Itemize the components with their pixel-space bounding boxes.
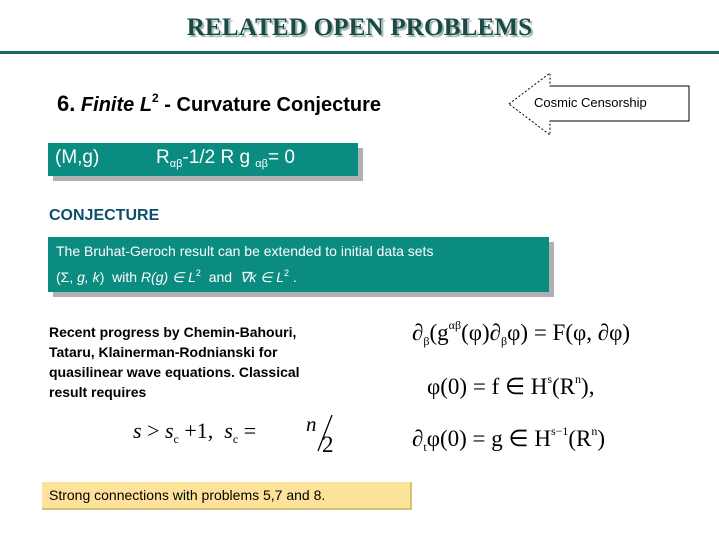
- callout-label: Cosmic Censorship: [534, 95, 647, 110]
- equation-right: [156, 147, 295, 170]
- equation-left: (M,g): [55, 147, 100, 168]
- we-open: (g: [429, 320, 449, 345]
- conjecture-line-2: [56, 268, 297, 286]
- plus-one: +1,: [184, 418, 214, 443]
- problem-title-post: - Curvature Conjecture: [164, 94, 382, 116]
- iv-end: ),: [581, 374, 595, 399]
- connections-note: [42, 482, 412, 510]
- n-over-2-fraction: [306, 414, 344, 454]
- conj-with: with: [112, 269, 138, 285]
- id-mid: φ(0) = g ∈ H: [426, 426, 551, 451]
- we-g-sup: αβ: [448, 318, 462, 332]
- id-rhs: (R: [568, 426, 592, 451]
- conj-close: ): [99, 269, 105, 285]
- we-d: ∂: [412, 320, 424, 345]
- conj-exp1: 2: [195, 268, 201, 278]
- equation-end: = 0: [267, 147, 295, 168]
- iv-rhs: (R: [552, 374, 576, 399]
- id-rhs-sup: n: [591, 424, 598, 438]
- iv-rhs-sup: n: [575, 372, 582, 386]
- equation-sub1: αβ: [169, 158, 183, 170]
- wave-equation: [412, 318, 630, 349]
- s-var: s: [133, 418, 142, 443]
- conj-exp2: 2: [284, 268, 290, 278]
- equation-sub2: αβ: [255, 158, 268, 170]
- eq-sign: =: [243, 418, 257, 443]
- id-end: ): [597, 426, 606, 451]
- gt-sign: >: [147, 418, 160, 443]
- id-sup: s−1: [550, 424, 569, 438]
- slide-title: RELATED OPEN PROBLEMS: [186, 14, 533, 41]
- conjecture-label: CONJECTURE: [49, 207, 160, 224]
- fraction-denominator: 2: [322, 432, 334, 454]
- paragraph-line: Tataru, Klainerman-Rodnianski for: [49, 344, 278, 360]
- id-lhs-sub: t: [423, 440, 427, 454]
- sc2-var: s: [224, 418, 233, 443]
- we-phi-arg: (φ)∂: [461, 320, 502, 345]
- we-phi: φ) = F(φ, ∂φ): [507, 320, 631, 345]
- sc2-sub: c: [232, 432, 239, 446]
- sc-var: s: [164, 418, 174, 443]
- paragraph-line: quasilinear wave equations. Classical: [49, 364, 300, 380]
- conjecture-line-1: The Bruhat-Geroch result can be extended to initial data sets: [56, 243, 434, 259]
- initial-derivative-equation: [412, 424, 605, 455]
- problem-title-exp: 2: [152, 91, 159, 105]
- conj-open: (Σ,: [56, 269, 78, 285]
- id-lhs: ∂: [412, 426, 424, 451]
- conj-vars: g, k: [77, 269, 100, 285]
- initial-value-equation: [427, 372, 594, 400]
- note-text: Strong connections with problems 5,7 and 8.: [49, 487, 326, 503]
- sc-sub: c: [173, 432, 179, 446]
- paragraph-line: Recent progress by Chemin-Bahouri,: [49, 324, 297, 340]
- problem-heading: [57, 91, 381, 117]
- we-d-sub: β: [423, 334, 430, 348]
- conj-end: .: [292, 269, 297, 285]
- iv-lhs: φ(0) = f ∈ H: [427, 374, 548, 399]
- cosmic-censorship-callout: [508, 72, 690, 136]
- equation-mid: -1/2 R g: [182, 147, 251, 168]
- iv-sup: s: [547, 372, 553, 386]
- conjecture-box: [48, 237, 549, 292]
- fraction-numerator: n: [306, 414, 317, 436]
- field-equation-box: [48, 143, 358, 176]
- equation-R: R: [156, 147, 170, 168]
- problem-title-symbol: L: [139, 94, 153, 116]
- conj-and: and: [208, 269, 233, 285]
- regularity-condition: [133, 418, 256, 447]
- paragraph-line: result requires: [49, 384, 147, 400]
- progress-paragraph: [49, 322, 369, 402]
- problem-title-pre: Finite: [80, 94, 135, 116]
- problem-number: 6.: [57, 91, 76, 116]
- title-divider: [0, 51, 719, 54]
- conj-cond1: R(g) ∈ L: [140, 269, 196, 285]
- conj-cond2: ∇k ∈ L: [239, 269, 284, 285]
- we-d2-sub: β: [501, 334, 508, 348]
